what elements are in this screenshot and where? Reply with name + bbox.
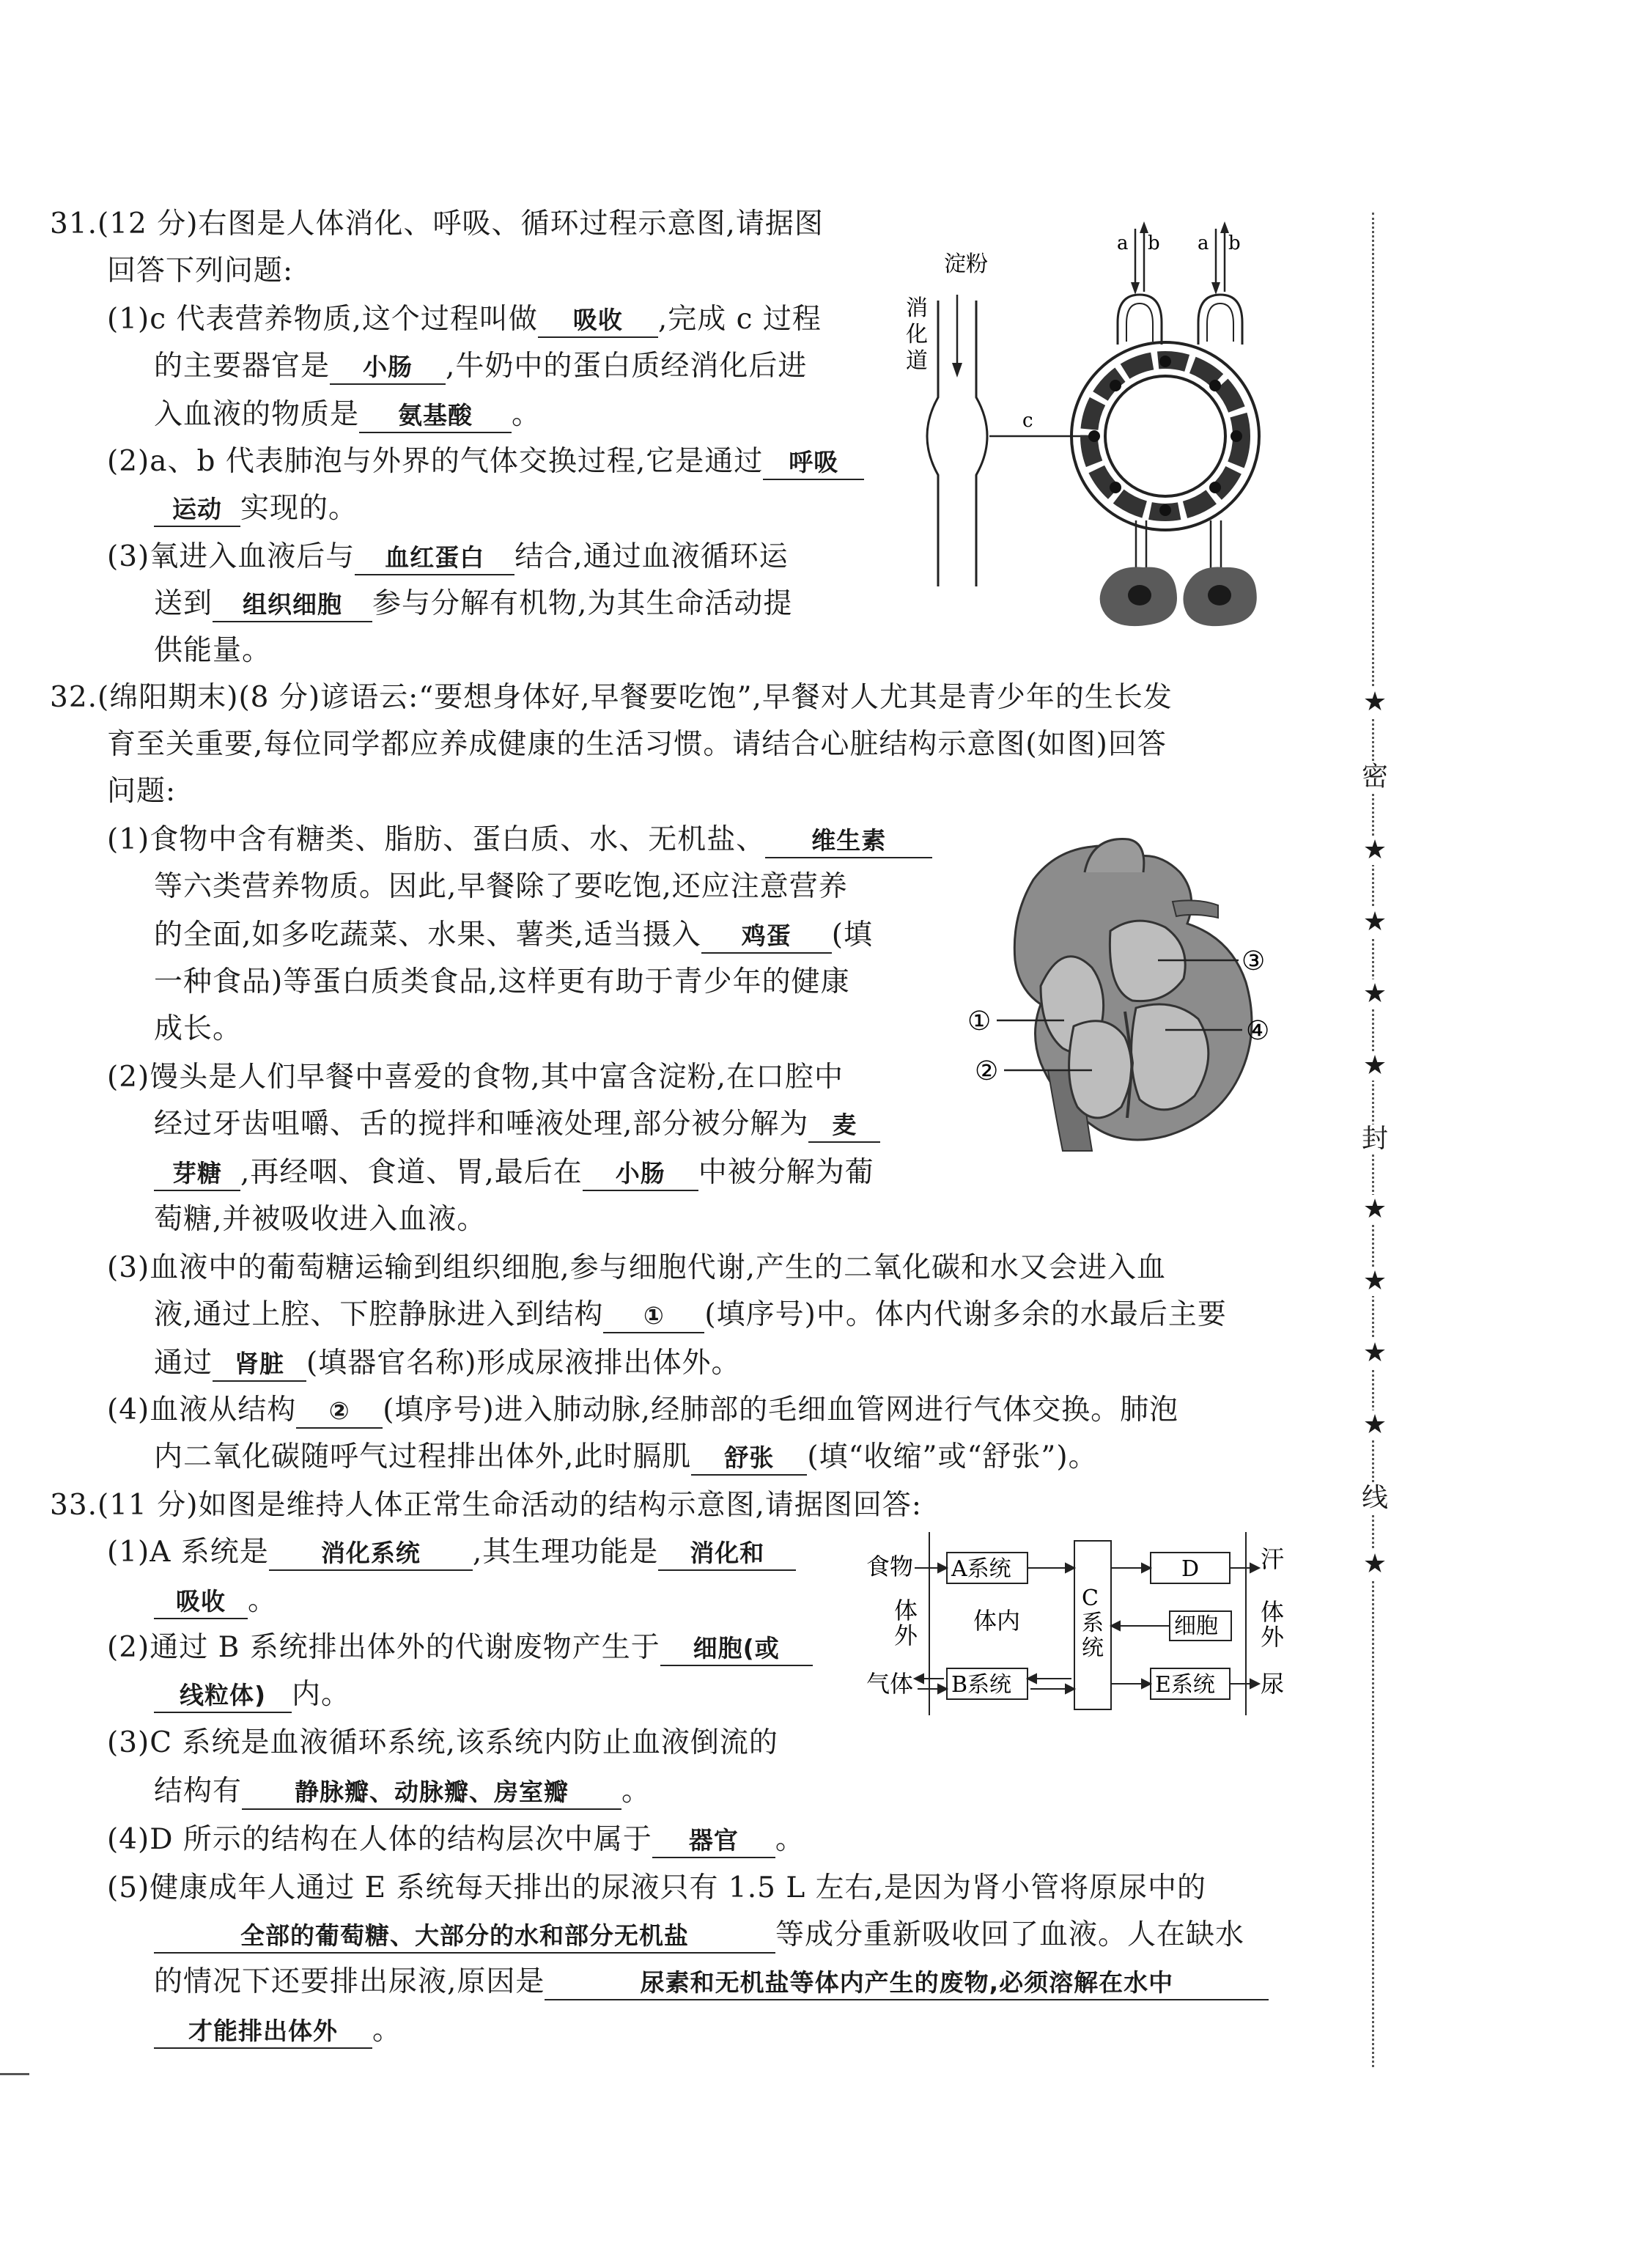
q32-part4-line2: 内二氧化碳随呼气过程排出体外,此时膈肌 舒张 (填“收缩”或“舒张”)。 — [154, 1438, 1098, 1476]
q33-part4-line1: (4)D 所示的结构在人体的结构层次中属于 器官 。 — [107, 1821, 805, 1859]
q32-part2-line2: 经过牙齿咀嚼、舌的搅拌和唾液处理,部分被分解为 麦 — [154, 1105, 880, 1144]
heart-label-1: ① — [967, 1006, 992, 1037]
margin-char-xian: 线 — [1361, 1483, 1388, 1513]
q33-answer-function-1: 消化和 — [658, 1537, 796, 1571]
q33-answer-reabsorption: 全部的葡萄糖、大部分的水和部分无机盐 — [154, 1920, 775, 1954]
q31-part3-line1: (3)氧进入血液后与 血红蛋白 结合,通过血液循环运 — [107, 538, 789, 576]
tract-char-2: 化 — [906, 322, 928, 347]
q32-part1-line1: (1)食物中含有糖类、脂肪、蛋白质、水、无机盐、 维生素 — [107, 821, 932, 859]
tract-char-3: 道 — [906, 348, 928, 374]
page-edge-mark — [0, 2073, 29, 2075]
q32-part1-line3: 的全面,如多吃蔬菜、水果、薯类,适当摄入 鸡蛋 (填 — [154, 916, 873, 954]
q31-answer-breathing-1: 呼吸 — [763, 446, 864, 480]
q31-answer-aminoacid: 氨基酸 — [359, 400, 512, 433]
q31-answer-tissue-cells: 组织细胞 — [213, 589, 372, 622]
q32-part2-line3: 芽糖 ,再经咽、食道、胃,最后在 小肠 中被分解为葡 — [154, 1154, 874, 1192]
q33-part2-line2: 线粒体) 内。 — [154, 1676, 350, 1714]
margin-char-mi: 密 — [1361, 762, 1388, 792]
label-outside-left-2: 外 — [894, 1621, 918, 1649]
box-e-system: E系统 — [1155, 1672, 1215, 1698]
q33-part1-line1: (1)A 系统是 消化系统 ,其生理功能是 消化和 — [107, 1534, 796, 1572]
q33-part5-line4: 才能排出体外 。 — [154, 2011, 402, 2050]
q32-part4-line1: (4)血液从结构 ② (填序号)进入肺动脉,经肺部的毛细血管网进行气体交换。肺泡 — [107, 1391, 1178, 1429]
margin-star-10: ★ — [1360, 1550, 1390, 1579]
q31-part1-line3: 入血液的物质是 氨基酸 。 — [154, 396, 541, 434]
margin-star-2: ★ — [1360, 836, 1390, 865]
box-c-char-1: C — [1082, 1586, 1099, 1611]
q31-part1-line2: 的主要器官是 小肠 ,牛奶中的蛋白质经消化后进 — [154, 347, 807, 386]
heart-label-2: ② — [975, 1056, 999, 1086]
q33-part5-line3: 的情况下还要排出尿液,原因是 尿素和无机盐等体内产生的废物,必须溶解在水中 — [154, 1963, 1269, 2001]
q32-stem-line3: 问题: — [107, 775, 177, 808]
label-urine: 尿 — [1261, 1670, 1285, 1698]
label-food: 食物 — [866, 1553, 914, 1580]
label-a-right: a — [1198, 232, 1209, 254]
q32-answer-kidney: 肾脏 — [213, 1348, 306, 1382]
q33-answer-urine-reason-2: 才能排出体外 — [154, 2015, 372, 2049]
label-inside: 体内 — [973, 1607, 1021, 1635]
q32-part1-line4: 一种食品)等蛋白质类食品,这样更有助于青少年的健康 — [154, 965, 850, 998]
margin-star-6: ★ — [1360, 1195, 1390, 1224]
q32-answer-structure-2: ② — [296, 1395, 383, 1429]
q32-answer-small-intestine: 小肠 — [583, 1157, 698, 1191]
q31-stem-line2: 回答下列问题: — [107, 254, 294, 287]
body-systems-diagram — [865, 1532, 1305, 1723]
label-c: c — [1022, 410, 1033, 432]
q32-part1-line2: 等六类营养物质。因此,早餐除了要吃饱,还应注意营养 — [154, 870, 848, 903]
label-b-left: b — [1148, 232, 1160, 254]
q32-answer-maltose-2: 芽糖 — [154, 1157, 240, 1191]
q32-part1-line5: 成长。 — [154, 1012, 243, 1045]
box-a-system: A系统 — [951, 1556, 1011, 1582]
margin-star-1: ★ — [1360, 688, 1390, 717]
label-gas: 气体 — [866, 1670, 914, 1698]
margin-star-8: ★ — [1360, 1339, 1390, 1368]
heart-label-3: ③ — [1242, 946, 1266, 976]
q33-part3-line1: (3)C 系统是血液循环系统,该系统内防止血液倒流的 — [107, 1726, 778, 1759]
box-cell: 细胞 — [1174, 1613, 1218, 1639]
label-outside-left-1: 体 — [894, 1597, 918, 1624]
box-d: D — [1181, 1556, 1200, 1582]
margin-star-4: ★ — [1360, 979, 1390, 1009]
q31-part1-line1: (1)c 代表营养物质,这个过程叫做 吸收 ,完成 c 过程 — [107, 301, 822, 339]
margin-star-5: ★ — [1360, 1051, 1390, 1080]
q32-answer-vitamin: 维生素 — [765, 825, 932, 858]
q33-answer-organ-level: 器官 — [652, 1825, 775, 1858]
q31-answer-absorption: 吸收 — [538, 304, 658, 338]
box-c-char-3: 统 — [1082, 1635, 1104, 1661]
q33-stem-line1: 33.(11 分)如图是维持人体正常生命活动的结构示意图,请据图回答: — [50, 1489, 923, 1522]
heart-structure-diagram — [945, 828, 1305, 1158]
q32-part2-line1: (2)馒头是人们早餐中喜爱的食物,其中富含淀粉,在口腔中 — [107, 1061, 844, 1094]
starch-label: 淀粉 — [944, 251, 988, 277]
q33-part1-line2: 吸收 。 — [154, 1582, 277, 1620]
q31-answer-hemoglobin: 血红蛋白 — [355, 542, 514, 575]
margin-star-9: ★ — [1360, 1410, 1390, 1440]
q32-answer-maltose-1: 麦 — [808, 1109, 880, 1143]
label-b-right: b — [1228, 232, 1241, 254]
label-outside-right-1: 体 — [1261, 1598, 1285, 1626]
q32-part3-line2: 液,通过上腔、下腔静脉进入到结构 ① (填序号)中。体内代谢多余的水最后主要 — [154, 1296, 1227, 1334]
q31-part2-line1: (2)a、b 代表肺泡与外界的气体交换过程,它是通过 呼吸 — [107, 443, 864, 481]
q33-part2-line1: (2)通过 B 系统排出体外的代谢废物产生于 细胞(或 — [107, 1629, 813, 1667]
q31-stem-line1: 31.(12 分)右图是人体消化、呼吸、循环过程示意图,请据图 — [50, 207, 824, 240]
q32-stem-line2: 育至关重要,每位同学都应养成健康的生活习惯。请结合心脏结构示意图(如图)回答 — [107, 728, 1167, 761]
q32-part2-line4: 萄糖,并被吸收进入血液。 — [154, 1203, 487, 1236]
q33-part5-line1: (5)健康成年人通过 E 系统每天排出的尿液只有 1.5 L 左右,是因为肾小管将原尿中的 — [107, 1871, 1207, 1904]
q33-answer-function-2: 吸收 — [154, 1586, 248, 1619]
tract-char-1: 消 — [906, 295, 928, 321]
label-sweat: 汗 — [1261, 1545, 1285, 1573]
q32-answer-structure-1: ① — [603, 1300, 704, 1333]
digestion-circulation-diagram — [906, 213, 1349, 652]
q33-answer-valves: 静脉瓣、动脉瓣、房室瓣 — [242, 1776, 621, 1810]
margin-char-feng: 封 — [1361, 1124, 1388, 1154]
label-a-left: a — [1117, 232, 1129, 254]
q31-part3-line2: 送到 组织细胞 参与分解有机物,为其生命活动提 — [154, 585, 792, 623]
q31-part3-line3: 供能量。 — [154, 634, 272, 667]
q33-answer-cell-1: 细胞(或 — [660, 1632, 813, 1666]
q32-answer-egg: 鸡蛋 — [701, 920, 832, 954]
label-outside-right-2: 外 — [1261, 1623, 1285, 1651]
q33-answer-digestive-system: 消化系统 — [269, 1537, 473, 1571]
q32-part3-line1: (3)血液中的葡萄糖运输到组织细胞,参与细胞代谢,产生的二氧化碳和水又会进入血 — [107, 1251, 1167, 1284]
q33-answer-cell-2: 线粒体) — [154, 1679, 292, 1713]
q33-part3-line2: 结构有 静脉瓣、动脉瓣、房室瓣 。 — [154, 1772, 651, 1811]
q32-answer-relax: 舒张 — [691, 1442, 807, 1476]
q31-answer-breathing-2: 运动 — [154, 493, 240, 527]
margin-star-3: ★ — [1360, 907, 1390, 937]
q31-answer-organ: 小肠 — [330, 351, 446, 385]
q33-answer-urine-reason-1: 尿素和无机盐等体内产生的废物,必须溶解在水中 — [545, 1967, 1269, 2000]
q32-part3-line3: 通过 肾脏 (填器官名称)形成尿液排出体外。 — [154, 1344, 740, 1382]
q31-part2-line2: 运动 实现的。 — [154, 490, 358, 528]
box-b-system: B系统 — [951, 1672, 1012, 1698]
q33-part5-line2: 全部的葡萄糖、大部分的水和部分无机盐 等成分重新吸收回了血液。人在缺水 — [154, 1916, 1244, 1954]
q32-stem-line1: 32.(绵阳期末)(8 分)谚语云:“要想身体好,早餐要吃饱”,早餐对人尤其是青少年的生长发 — [50, 681, 1173, 714]
heart-label-4: ④ — [1246, 1016, 1270, 1046]
margin-star-7: ★ — [1360, 1267, 1390, 1296]
box-c-char-2: 系 — [1082, 1610, 1104, 1636]
